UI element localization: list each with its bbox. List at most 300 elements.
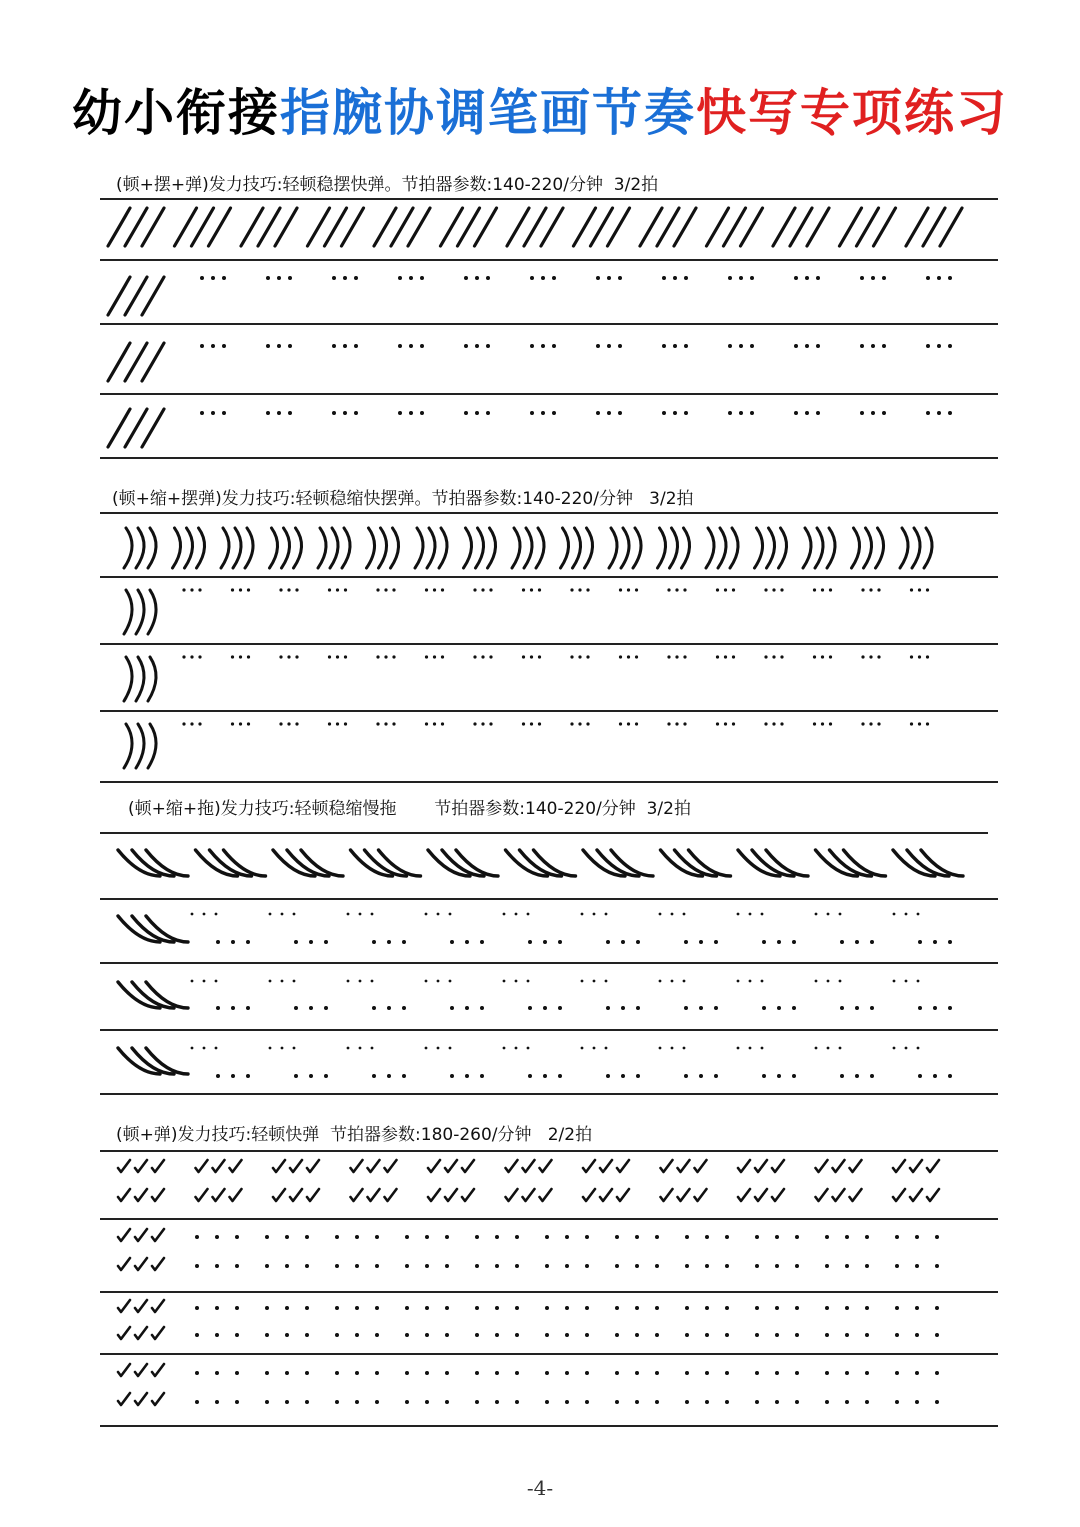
practice-dot [285, 1235, 289, 1239]
check-stroke [368, 1189, 380, 1201]
check-stroke [927, 1189, 939, 1201]
practice-dot [935, 1400, 939, 1404]
practice-dot [332, 411, 336, 415]
check-stroke [850, 1189, 862, 1201]
practice-dot [581, 1047, 584, 1050]
practice-dot [269, 980, 272, 983]
practice-dot [211, 344, 215, 348]
practice-dot [585, 1306, 589, 1310]
practice-dot [618, 344, 622, 348]
practice-dot [392, 655, 395, 658]
practice-dot [503, 913, 506, 916]
practice-dot [882, 276, 886, 280]
paren-stroke [148, 657, 156, 701]
check-stroke [230, 1189, 242, 1201]
practice-dot [305, 1235, 309, 1239]
practice-dot [405, 1264, 409, 1268]
practice-dot [565, 1333, 569, 1337]
backslash-stroke [118, 1048, 160, 1074]
practice-dot [285, 1333, 289, 1337]
paren-stroke [415, 528, 423, 568]
check-stroke [118, 1393, 130, 1405]
practice-dot [294, 1074, 298, 1078]
check-stroke [152, 1393, 164, 1405]
practice-dot [371, 980, 374, 983]
practice-dot [343, 344, 347, 348]
practice-dot [621, 1006, 625, 1010]
section-title: (顿+缩+摆弹)发力技巧:轻顿稳缩快摆弹。节拍器参数:140-220/分钟 3/2拍 [112, 489, 694, 509]
practice-dot [655, 1306, 659, 1310]
backslash-stroke [583, 850, 625, 876]
check-stroke [678, 1189, 690, 1201]
practice-dot [662, 276, 666, 280]
paren-stroke [197, 528, 205, 568]
practice-dot [515, 1371, 519, 1375]
practice-dot [586, 588, 589, 591]
practice-dot [198, 722, 201, 725]
check-stroke [152, 1258, 164, 1270]
practice-dot [684, 1074, 688, 1078]
practice-dot [375, 1371, 379, 1375]
practice-dot [865, 1333, 869, 1337]
practice-dot [279, 655, 282, 658]
check-stroke [506, 1160, 518, 1172]
practice-dot [845, 1235, 849, 1239]
practice-dot [437, 980, 440, 983]
practice-dot [309, 1006, 313, 1010]
paren-stroke [367, 528, 375, 568]
practice-dot [489, 722, 492, 725]
check-stroke [290, 1189, 302, 1201]
practice-dot [926, 655, 929, 658]
practice-dot [398, 276, 402, 280]
practice-dot [445, 1333, 449, 1337]
practice-dot [420, 276, 424, 280]
practice-dot [405, 1333, 409, 1337]
practice-dot [495, 1306, 499, 1310]
practice-dot [425, 1371, 429, 1375]
practice-dot [685, 1333, 689, 1337]
practice-dot [775, 1333, 779, 1337]
practice-dot [845, 1371, 849, 1375]
practice-dot [332, 344, 336, 348]
practice-dot [777, 1006, 781, 1010]
practice-dot [683, 722, 686, 725]
practice-dot [288, 276, 292, 280]
practice-dot [266, 344, 270, 348]
paren-stroke [136, 657, 144, 701]
practice-dot [231, 588, 234, 591]
practice-dot [425, 722, 428, 725]
practice-dot [792, 1074, 796, 1078]
practice-dot [530, 722, 533, 725]
practice-dot [915, 1264, 919, 1268]
practice-dot [344, 722, 347, 725]
check-stroke [152, 1160, 164, 1172]
practice-dot [222, 411, 226, 415]
practice-dot [839, 1047, 842, 1050]
practice-dot [445, 1371, 449, 1375]
practice-dot [425, 1333, 429, 1337]
check-stroke [506, 1189, 518, 1201]
practice-dot [619, 722, 622, 725]
practice-dot [215, 913, 218, 916]
check-stroke [617, 1160, 629, 1172]
practice-dot [277, 344, 281, 348]
paren-stroke [876, 528, 884, 568]
practice-dot [606, 940, 610, 944]
practice-dot [475, 1371, 479, 1375]
practice-dot [585, 1333, 589, 1337]
check-stroke [118, 1229, 130, 1241]
paren-stroke [245, 528, 253, 568]
practice-dot [538, 588, 541, 591]
practice-dot [805, 344, 809, 348]
practice-dot [405, 1400, 409, 1404]
check-stroke [152, 1229, 164, 1241]
check-stroke [583, 1189, 595, 1201]
practice-dot [293, 980, 296, 983]
practice-dot [915, 1333, 919, 1337]
check-stroke [540, 1160, 552, 1172]
practice-dot [281, 980, 284, 983]
practice-dot [918, 940, 922, 944]
practice-dot [671, 913, 674, 916]
practice-dot [596, 344, 600, 348]
practice-dot [585, 1235, 589, 1239]
practice-dot [893, 913, 896, 916]
practice-dot [538, 722, 541, 725]
practice-dot [739, 276, 743, 280]
practice-dot [565, 1264, 569, 1268]
practice-dot [845, 1333, 849, 1337]
check-stroke [695, 1189, 707, 1201]
practice-dot [805, 276, 809, 280]
paren-stroke [136, 724, 144, 768]
check-stroke-practice-icon [100, 1124, 998, 1434]
paren-stroke [173, 528, 181, 568]
practice-dot [450, 1006, 454, 1010]
practice-dot [895, 1235, 899, 1239]
practice-dot [667, 655, 670, 658]
practice-dot [558, 1006, 562, 1010]
practice-dot [198, 655, 201, 658]
practice-dot [515, 913, 518, 916]
practice-dot [605, 980, 608, 983]
practice-dot [387, 940, 391, 944]
practice-dot [684, 276, 688, 280]
practice-dot [795, 1235, 799, 1239]
practice-dot [222, 344, 226, 348]
paren-stroke [318, 528, 326, 568]
practice-dot [905, 1047, 908, 1050]
check-stroke [695, 1160, 707, 1172]
practice-dot [288, 344, 292, 348]
backslash-stroke [118, 916, 160, 942]
check-stroke [583, 1160, 595, 1172]
practice-dot [618, 411, 622, 415]
backslash-stroke [132, 1048, 174, 1074]
practice-dot [305, 1400, 309, 1404]
paren-stroke [427, 528, 435, 568]
practice-dot [780, 588, 783, 591]
check-stroke [428, 1189, 440, 1201]
practice-dot [910, 722, 913, 725]
practice-dot [445, 1306, 449, 1310]
practice-dot [231, 1074, 235, 1078]
practice-dot [405, 1371, 409, 1375]
practice-dot [926, 588, 929, 591]
practice-dot [347, 980, 350, 983]
practice-dot [578, 655, 581, 658]
practice-dot [869, 722, 872, 725]
practice-dot [840, 940, 844, 944]
practice-dot [795, 1371, 799, 1375]
check-stroke [850, 1160, 862, 1172]
practice-dot [495, 1400, 499, 1404]
practice-dot [725, 1235, 729, 1239]
practice-dot [528, 1074, 532, 1078]
practice-dot [486, 411, 490, 415]
practice-dot [825, 1371, 829, 1375]
practice-dot [860, 276, 864, 280]
practice-dot [305, 1306, 309, 1310]
practice-dot [662, 344, 666, 348]
practice-dot [425, 655, 428, 658]
paren-stroke [464, 528, 472, 568]
practice-dot [522, 655, 525, 658]
paren-stroke [864, 528, 872, 568]
practice-dot [409, 344, 413, 348]
practice-dot [295, 655, 298, 658]
practice-dot [948, 344, 952, 348]
practice-dot [336, 588, 339, 591]
practice-dot [882, 344, 886, 348]
paren-stroke [294, 528, 302, 568]
practice-dot [195, 1264, 199, 1268]
practice-dot [473, 655, 476, 658]
section-title: (顿+缩+拖)发力技巧:轻顿稳缩慢拖 节拍器参数:140-220/分钟 3/2拍 [128, 799, 691, 819]
practice-dot [675, 722, 678, 725]
practice-dot [705, 1333, 709, 1337]
practice-dot [714, 1074, 718, 1078]
practice-dot [235, 1264, 239, 1268]
backslash-stroke [210, 850, 252, 876]
practice-dot [465, 1006, 469, 1010]
check-stroke [351, 1189, 363, 1201]
practice-dot [815, 1047, 818, 1050]
practice-dot [475, 1306, 479, 1310]
practice-dot [344, 588, 347, 591]
practice-dot [861, 722, 864, 725]
practice-dot [935, 1264, 939, 1268]
practice-dot [775, 1306, 779, 1310]
paren-stroke [148, 590, 156, 634]
practice-dot [777, 1074, 781, 1078]
practice-dot [215, 1235, 219, 1239]
practice-dot [762, 940, 766, 944]
practice-dot [673, 276, 677, 280]
practice-dot [816, 344, 820, 348]
practice-dot [231, 940, 235, 944]
practice-dot [355, 1306, 359, 1310]
backslash-stroke [689, 850, 731, 876]
backslash-stroke [921, 850, 963, 876]
practice-dot [821, 655, 824, 658]
backslash-stroke [506, 850, 548, 876]
practice-dot [871, 344, 875, 348]
practice-dot [775, 1264, 779, 1268]
practice-dot [615, 1235, 619, 1239]
practice-dot [749, 913, 752, 916]
practice-dot [336, 655, 339, 658]
practice-dot [281, 913, 284, 916]
practice-dot [527, 980, 530, 983]
practice-dot [933, 940, 937, 944]
practice-dot [739, 344, 743, 348]
practice-dot [384, 588, 387, 591]
practice-dot [265, 1264, 269, 1268]
practice-dot [441, 588, 444, 591]
practice-dot [515, 1047, 518, 1050]
paren-stroke [379, 528, 387, 568]
practice-dot [215, 1047, 218, 1050]
practice-dot [948, 411, 952, 415]
check-stroke [445, 1189, 457, 1201]
check-stroke [135, 1258, 147, 1270]
practice-dot [344, 655, 347, 658]
practice-dot [475, 1264, 479, 1268]
practice-dot [877, 588, 880, 591]
practice-dot [437, 913, 440, 916]
practice-dot [865, 1400, 869, 1404]
practice-dot [305, 1333, 309, 1337]
practice-dot [495, 1264, 499, 1268]
practice-dot [675, 655, 678, 658]
backslash-stroke [301, 850, 343, 876]
practice-dot [266, 276, 270, 280]
practice-dot [855, 1074, 859, 1078]
practice-dot [780, 722, 783, 725]
practice-dot [235, 1371, 239, 1375]
practice-dot [621, 940, 625, 944]
practice-dot [775, 1371, 779, 1375]
practice-dot [636, 1006, 640, 1010]
check-stroke [540, 1189, 552, 1201]
check-stroke [661, 1189, 673, 1201]
practice-dot [425, 1306, 429, 1310]
practice-dot [231, 1006, 235, 1010]
practice-dot [216, 1006, 220, 1010]
check-stroke [118, 1300, 130, 1312]
practice-dot [714, 940, 718, 944]
backslash-stroke [118, 850, 160, 876]
practice-dot [895, 1306, 899, 1310]
check-stroke [772, 1189, 784, 1201]
practice-dot [895, 1264, 899, 1268]
practice-dot [636, 1074, 640, 1078]
paren-stroke [512, 528, 520, 568]
practice-dot [926, 411, 930, 415]
backslash-stroke-practice-icon [100, 796, 998, 1096]
practice-dot [359, 980, 362, 983]
paren-stroke [233, 528, 241, 568]
practice-dot [203, 1047, 206, 1050]
practice-dot [578, 588, 581, 591]
backslash-stroke [661, 850, 703, 876]
practice-dot [285, 1371, 289, 1375]
paren-stroke [827, 528, 835, 568]
practice-dot [287, 722, 290, 725]
backslash-stroke [365, 850, 407, 876]
paren-stroke [488, 528, 496, 568]
practice-dot [203, 913, 206, 916]
practice-dot [215, 1306, 219, 1310]
practice-dot [596, 411, 600, 415]
practice-dot [359, 913, 362, 916]
paren-stroke [148, 528, 156, 568]
backslash-stroke [520, 850, 562, 876]
backslash-stroke [534, 850, 576, 876]
practice-dot [475, 276, 479, 280]
practice-dot [481, 655, 484, 658]
practice-dot [335, 1400, 339, 1404]
practice-dot [684, 1006, 688, 1010]
practice-dot [464, 344, 468, 348]
practice-dot [473, 588, 476, 591]
practice-dot [235, 1333, 239, 1337]
practice-dot [347, 913, 350, 916]
practice-dot [813, 722, 816, 725]
practice-dot [683, 980, 686, 983]
practice-dot [840, 1006, 844, 1010]
practice-dot [865, 1371, 869, 1375]
check-stroke [738, 1189, 750, 1201]
backslash-stroke [118, 982, 160, 1008]
practice-dot [870, 1006, 874, 1010]
practice-dot [895, 1333, 899, 1337]
practice-dot [191, 913, 194, 916]
check-stroke [428, 1160, 440, 1172]
practice-dot [375, 1235, 379, 1239]
practice-dot [402, 1074, 406, 1078]
practice-dot [247, 722, 250, 725]
backslash-stroke [456, 850, 498, 876]
check-stroke [135, 1160, 147, 1172]
practice-dot [182, 588, 185, 591]
paren-stroke [912, 528, 920, 568]
practice-dot [606, 1074, 610, 1078]
practice-dot [762, 1006, 766, 1010]
practice-dot [354, 276, 358, 280]
practice-dot [855, 1006, 859, 1010]
check-stroke [118, 1189, 130, 1201]
practice-dot [295, 722, 298, 725]
practice-dot [486, 344, 490, 348]
paren-stroke [124, 724, 132, 768]
practice-dot [530, 276, 534, 280]
practice-dot [545, 1264, 549, 1268]
practice-dot [279, 722, 282, 725]
practice-dot [795, 1306, 799, 1310]
practice-dot [475, 1235, 479, 1239]
practice-dot [935, 1333, 939, 1337]
practice-dot [935, 1235, 939, 1239]
check-stroke [213, 1189, 225, 1201]
practice-dot [287, 655, 290, 658]
practice-dot [772, 722, 775, 725]
practice-dot [724, 588, 727, 591]
